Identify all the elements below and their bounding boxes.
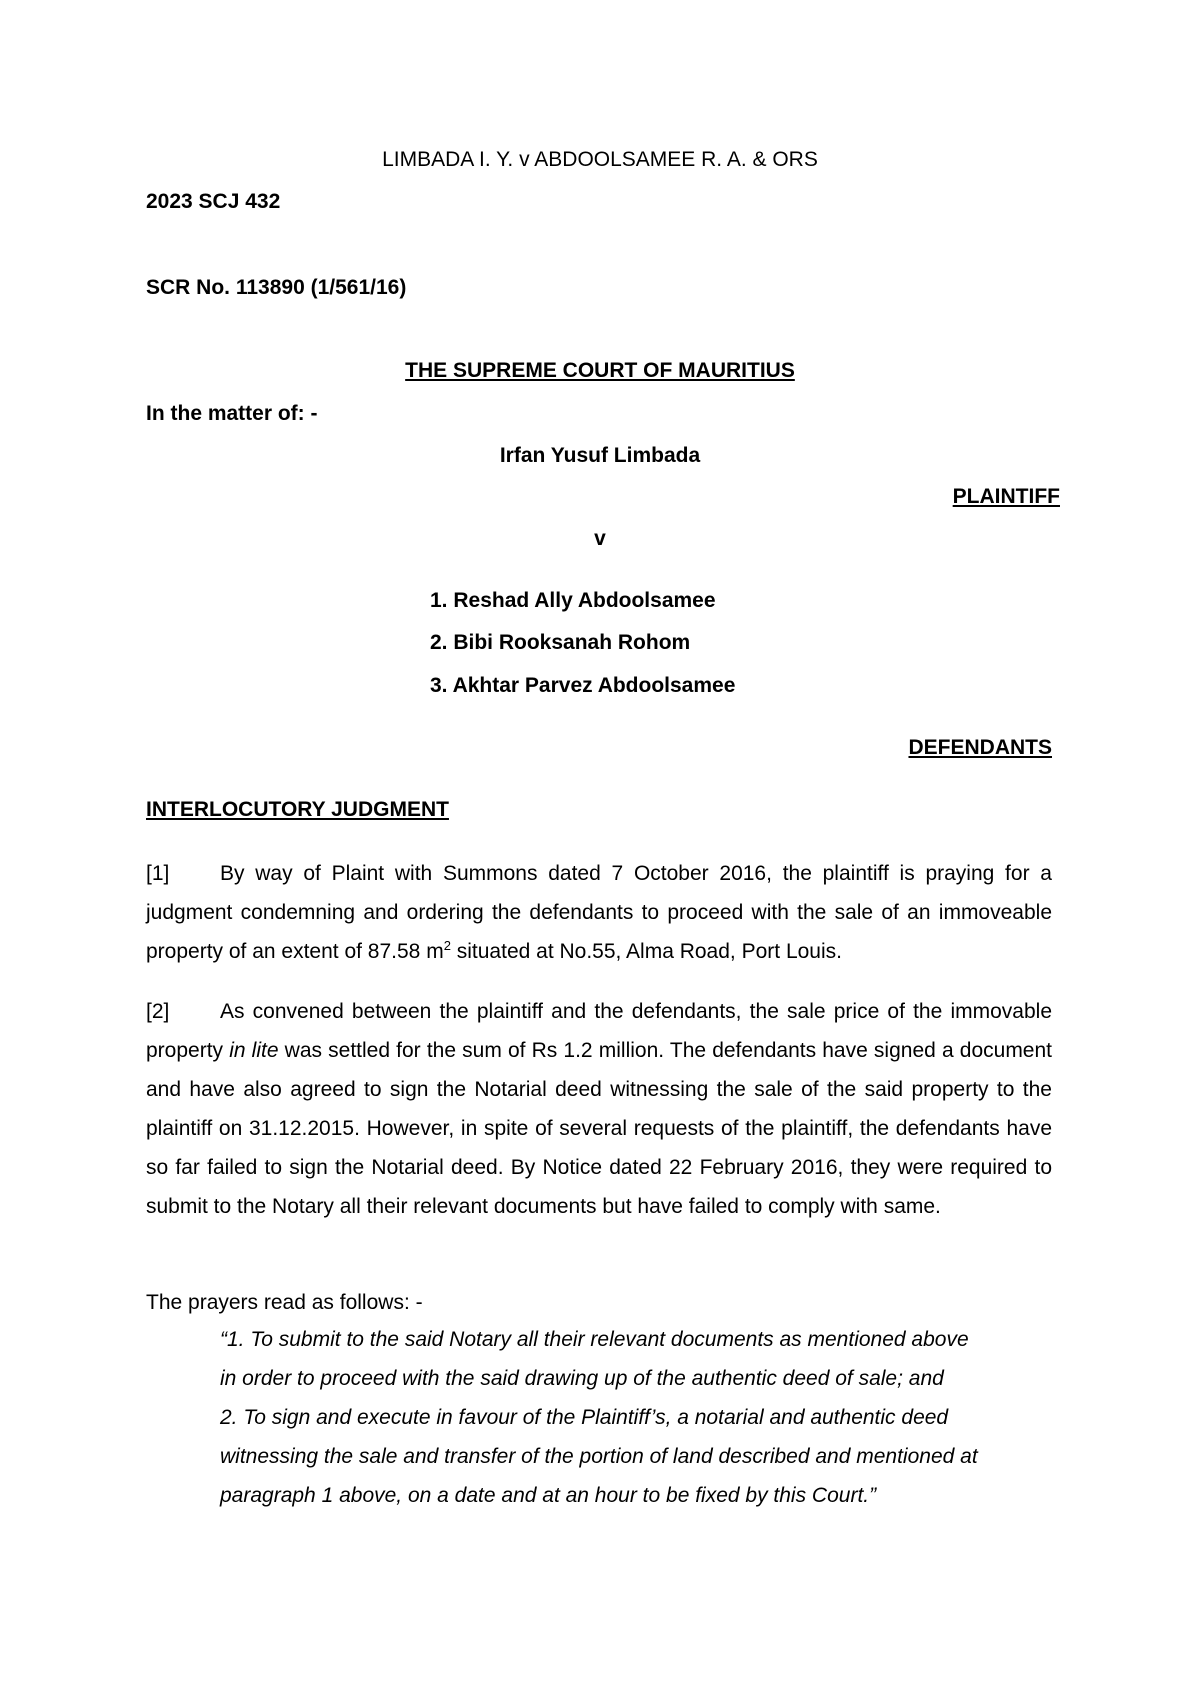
scr-number: SCR No. 113890 (1/561/16) (146, 276, 407, 299)
prayers-quote (220, 1320, 990, 1515)
plaintiff-name: Irfan Yusuf Limbada (499, 444, 701, 467)
paragraph-text: As convened between the plaintiff and the defendants, the sale price of the immovable property (146, 1000, 1052, 1062)
paragraph-text: By way of Plaint with Summons dated 7 October 2016, the plaintiff is praying for a judgment condemning and ordering the defendants to proceed with the sale of an immoveable property of an extent of 87.58 m (146, 862, 1052, 963)
paragraph-text: situated at No.55, Alma Road, Port Louis. (450, 940, 842, 963)
versus-label: v (594, 527, 606, 550)
case-title: LIMBADA I. Y. v ABDOOLSAMEE R. A. & ORS (382, 148, 818, 171)
citation: 2023 SCJ 432 (146, 190, 281, 213)
plaintiff-label: PLAINTIFF (952, 485, 1060, 508)
judgment-heading: INTERLOCUTORY JUDGMENT (146, 798, 449, 821)
defendants-label: DEFENDANTS (908, 736, 1052, 759)
paragraph-2 (146, 992, 1052, 1226)
defendant-3: 3. Akhtar Parvez Abdoolsamee (430, 674, 736, 697)
court-name: THE SUPREME COURT OF MAURITIUS (405, 359, 795, 382)
prayer-2: 2. To sign and execute in favour of the Plaintiff’s, a notarial and authentic deed witnessing the sale and transfer of the portion of land described and mentioned at paragraph 1 above, on a date and at an hour to be fixed by this Court.” (220, 1406, 978, 1507)
italic-term: in lite (229, 1039, 279, 1062)
prayers-intro: The prayers read as follows: - (146, 1291, 423, 1314)
matter-of-label: In the matter of: - (146, 402, 318, 425)
defendant-2: 2. Bibi Rooksanah Rohom (430, 631, 691, 654)
defendant-1: 1. Reshad Ally Abdoolsamee (430, 589, 716, 612)
paragraph-number: [1] (146, 862, 170, 885)
prayer-1: “1. To submit to the said Notary all their relevant documents as mentioned above in order to proceed with the said drawing up of the authentic deed of sale; and (220, 1328, 969, 1390)
superscript: 2 (443, 938, 451, 953)
paragraph-text: was settled for the sum of Rs 1.2 million. The defendants have signed a document and have also agreed to sign the Notarial deed witnessing the sale of the said property to the plaintiff on 31.12.2015. However, in spite of several requests of the plaintiff, the defendants have so far failed to sign the Notarial deed. By Notice dated 22 February 2016, they were required to submit to the Notary all their relevant documents but have failed to comply with same. (146, 1039, 1053, 1218)
paragraph-1 (146, 854, 1052, 971)
paragraph-number: [2] (146, 1000, 170, 1023)
